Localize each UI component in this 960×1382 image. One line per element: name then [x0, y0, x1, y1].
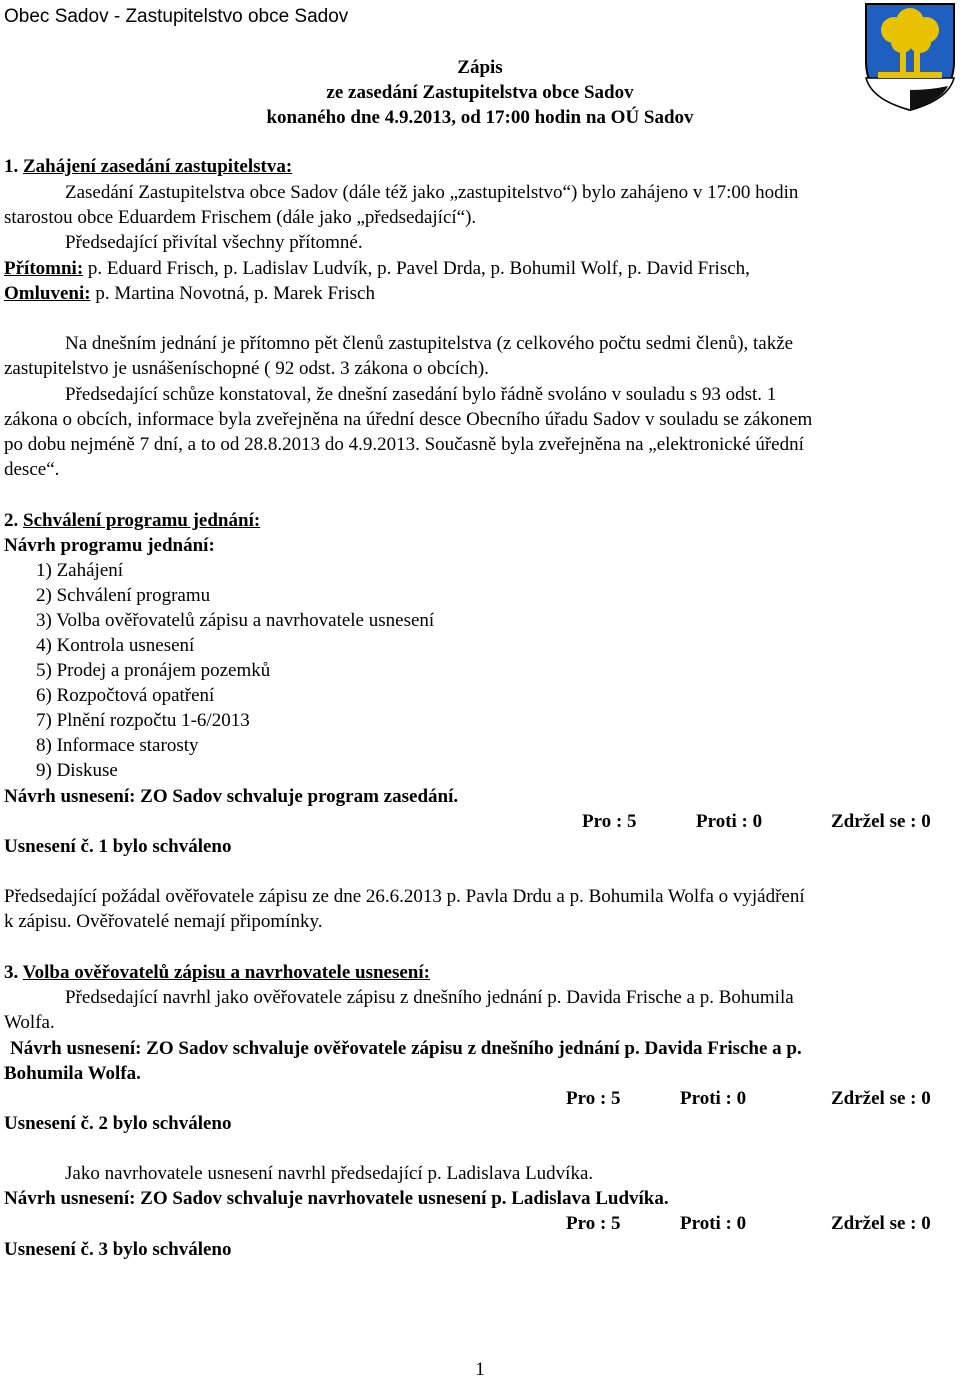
- present-members: [4, 256, 750, 281]
- s3-paragraph-line: Wolfa.: [4, 1012, 55, 1033]
- excused-label: Omluveni:: [4, 283, 91, 304]
- vote-against: Proti : 0: [680, 1213, 747, 1234]
- convening-line: zákona o obcích, informace byla zveřejněna na úřední desce Obecního úřadu Sadov v souladu se zákonem: [4, 409, 813, 430]
- section-3-title: Volba ověřovatelů zápisu a navrhovatele usnesení:: [22, 962, 430, 983]
- minutes-review-line: k zápisu. Ověřovatelé nemají připomínky.: [4, 911, 323, 932]
- s1-paragraph-line: Zasedání Zastupitelstva obce Sadov (dále též jako „zastupitelstvo“) bylo zahájeno v 17:00 hodin: [65, 182, 799, 203]
- present-label: Přítomni:: [4, 258, 84, 279]
- excused-members: [4, 281, 375, 306]
- s1-greeting: Předsedající přivítal všechny přítomné.: [65, 232, 363, 253]
- minutes-review-line: Předsedající požádal ověřovatele zápisu ze dne 26.6.2013 p. Pavla Drdu a p. Bohumila Wolfa o vyjádření: [4, 886, 805, 907]
- agenda-item: 6) Rozpočtová opatření: [36, 685, 215, 706]
- agenda-item: 8) Informace starosty: [36, 735, 199, 756]
- doc-subtitle: ze zasedání Zastupitelstva obce Sadov: [326, 82, 634, 103]
- section-1-title: Zahájení zasedání zastupitelstva:: [23, 156, 293, 177]
- section-2-number: 2.: [4, 510, 19, 531]
- convening-line: po dobu nejméně 7 dní, a to od 28.8.2013 do 4.9.2013. Současně byla zveřejněna na „elektronické úřední: [4, 434, 804, 455]
- agenda-item: 1) Zahájení: [36, 560, 124, 581]
- resolution-proposal: Návrh usnesení: ZO Sadov schvaluje ověřovatele zápisu z dnešního jednání p. Davida Frische a p.: [10, 1038, 802, 1059]
- section-2-heading: [4, 508, 260, 533]
- section-1-number: 1.: [4, 156, 19, 177]
- resolution-result: Usnesení č. 2 bylo schváleno: [4, 1113, 232, 1134]
- convening-line: desce“.: [4, 459, 60, 480]
- excused-list: p. Martina Novotná, p. Marek Frisch: [90, 283, 375, 304]
- agenda-item: 2) Schválení programu: [36, 585, 211, 606]
- s3-paragraph-line: Předsedající navrhl jako ověřovatele zápisu z dnešního jednání p. Davida Frische a p. Bohumila: [65, 987, 794, 1008]
- s1-paragraph-line: starostou obce Eduardem Frischem (dále jako „předsedající“).: [4, 207, 477, 228]
- quorum-line: zastupitelstvo je usnášeníschopné ( 92 odst. 3 zákona o obcích).: [4, 358, 489, 379]
- vote-for: Pro : 5: [582, 811, 637, 832]
- doc-title: Zápis: [457, 57, 503, 78]
- doc-meeting-date: konaného dne 4.9.2013, od 17:00 hodin na OÚ Sadov: [266, 107, 694, 128]
- vote-abstain: Zdržel se : 0: [831, 1213, 931, 1234]
- vote-abstain: Zdržel se : 0: [831, 1088, 931, 1109]
- present-list: p. Eduard Frisch, p. Ladislav Ludvík, p. Pavel Drda, p. Bohumil Wolf, p. David Frisch,: [83, 258, 750, 279]
- section-3-number: 3.: [4, 962, 19, 983]
- document-header: Obec Sadov - Zastupitelstvo obce Sadov: [4, 6, 349, 27]
- vote-against: Proti : 0: [680, 1088, 747, 1109]
- section-1-heading: [4, 154, 292, 179]
- vote-for: Pro : 5: [566, 1213, 621, 1234]
- vote-for: Pro : 5: [566, 1088, 621, 1109]
- convening-line: Předsedající schůze konstatoval, že dnešní zasedání bylo řádně svoláno v souladu s 93 odst. 1: [65, 384, 777, 405]
- agenda-item: 3) Volba ověřovatelů zápisu a navrhovatele usnesení: [36, 610, 435, 631]
- section-2-title: Schválení programu jednání:: [23, 510, 261, 531]
- agenda-item: 9) Diskuse: [36, 760, 118, 781]
- resolution-result: Usnesení č. 3 bylo schváleno: [4, 1239, 232, 1260]
- agenda-item: 7) Plnění rozpočtu 1-6/2013: [36, 710, 250, 731]
- vote-against: Proti : 0: [696, 811, 763, 832]
- agenda-item: 4) Kontrola usnesení: [36, 635, 195, 656]
- resolution-proposal: Návrh usnesení: ZO Sadov schvaluje navrhovatele usnesení p. Ladislava Ludvíka.: [4, 1188, 669, 1209]
- agenda-subheading: Návrh programu jednání:: [4, 535, 215, 556]
- s3-paragraph-line: Jako navrhovatele usnesení navrhl předsedající p. Ladislava Ludvíka.: [65, 1163, 594, 1184]
- resolution-proposal: Bohumila Wolfa.: [4, 1063, 141, 1084]
- vote-abstain: Zdržel se : 0: [831, 811, 931, 832]
- section-3-heading: [4, 960, 430, 985]
- resolution-result: Usnesení č. 1 bylo schváleno: [4, 836, 232, 857]
- resolution-proposal: Návrh usnesení: ZO Sadov schvaluje program zasedání.: [4, 786, 459, 807]
- page-number: 1: [475, 1359, 485, 1380]
- quorum-line: Na dnešním jednání je přítomno pět členů zastupitelstva (z celkového počtu sedmi členů), takže: [65, 333, 794, 354]
- agenda-item: 5) Prodej a pronájem pozemků: [36, 660, 271, 681]
